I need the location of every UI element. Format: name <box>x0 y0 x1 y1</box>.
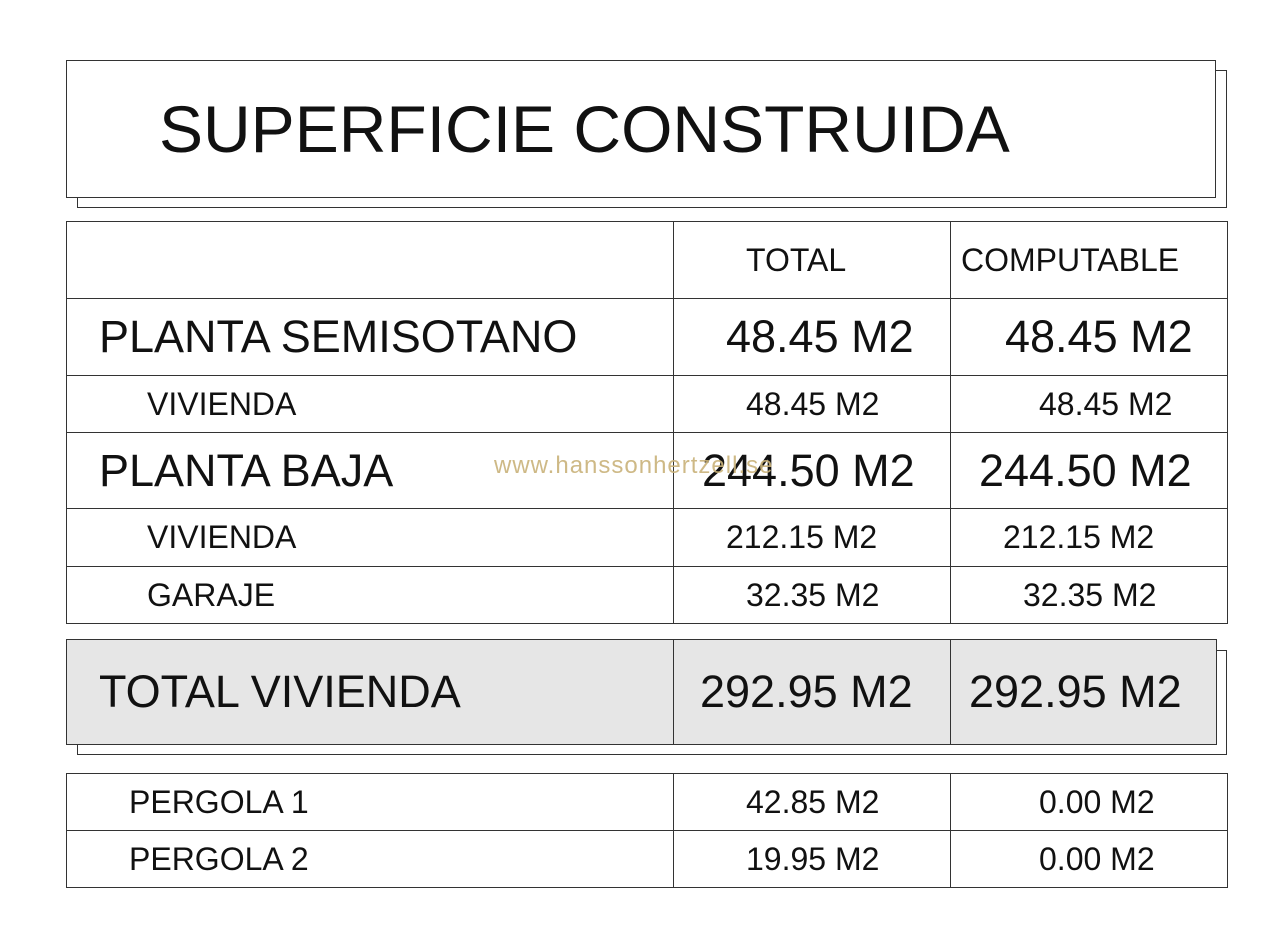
total-table <box>66 639 1217 745</box>
table-row <box>67 831 1228 888</box>
table-row <box>67 299 1228 376</box>
title-box <box>66 60 1216 198</box>
area-table <box>66 221 1228 624</box>
row-computable: 0.00 M2 <box>951 831 1228 888</box>
row-label: VIVIENDA <box>67 376 674 433</box>
total-computable: 292.95 M2 <box>951 640 1217 745</box>
page-title: SUPERFICIE CONSTRUIDA <box>159 92 1010 166</box>
row-computable: 212.15 M2 <box>951 509 1228 567</box>
row-total: 42.85 M2 <box>674 774 951 831</box>
row-computable: 244.50 M2 <box>951 433 1228 509</box>
row-label: PLANTA BAJA <box>67 433 674 509</box>
total-label: TOTAL VIVIENDA <box>67 640 674 745</box>
row-total: 212.15 M2 <box>674 509 951 567</box>
table-row <box>67 774 1228 831</box>
table-row <box>67 509 1228 567</box>
table-row <box>67 567 1228 624</box>
row-total: 32.35 M2 <box>674 567 951 624</box>
table-header-row <box>67 222 1228 299</box>
row-label: PLANTA SEMISOTANO <box>67 299 674 376</box>
row-total: 19.95 M2 <box>674 831 951 888</box>
row-computable: 0.00 M2 <box>951 774 1228 831</box>
row-computable: 48.45 M2 <box>951 299 1228 376</box>
row-total: 244.50 M2 <box>674 433 951 509</box>
table-row <box>67 376 1228 433</box>
row-computable: 32.35 M2 <box>951 567 1228 624</box>
row-label: PERGOLA 2 <box>67 831 674 888</box>
pergola-table <box>66 773 1228 888</box>
header-empty-cell <box>67 222 674 299</box>
total-value: 292.95 M2 <box>674 640 951 745</box>
row-total: 48.45 M2 <box>674 299 951 376</box>
row-label: GARAJE <box>67 567 674 624</box>
row-total: 48.45 M2 <box>674 376 951 433</box>
row-computable: 48.45 M2 <box>951 376 1228 433</box>
row-label: VIVIENDA <box>67 509 674 567</box>
header-total: TOTAL <box>674 222 951 299</box>
header-computable: COMPUTABLE <box>951 222 1228 299</box>
watermark-text: www.hanssonhertzell.se <box>494 452 774 479</box>
row-label: PERGOLA 1 <box>67 774 674 831</box>
total-row <box>67 640 1217 745</box>
